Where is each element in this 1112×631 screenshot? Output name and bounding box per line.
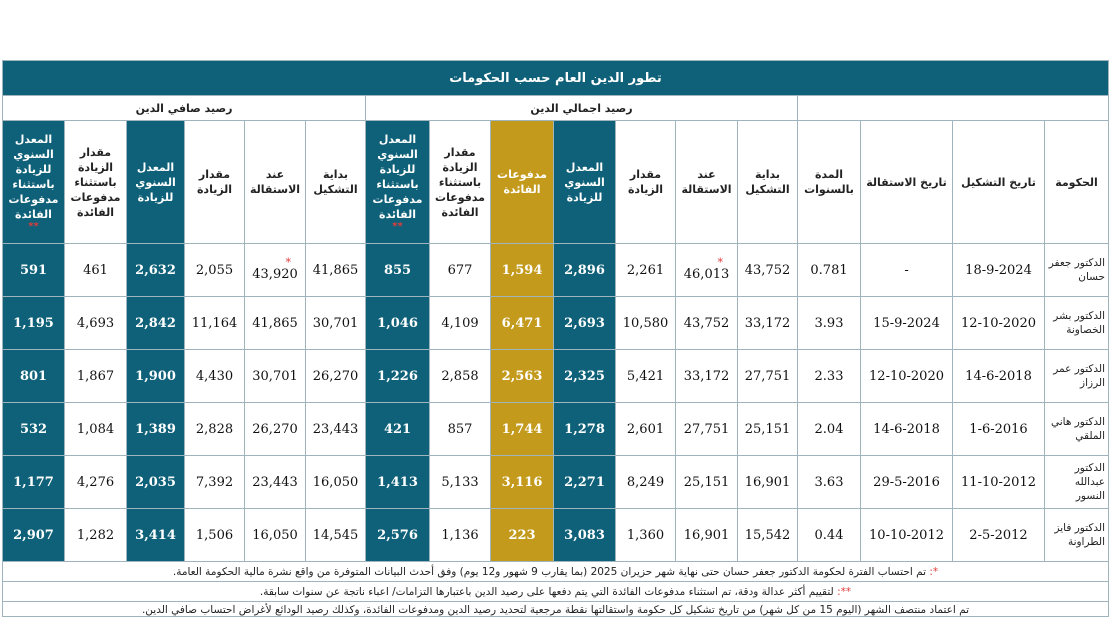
- cell-duration: [798, 350, 861, 403]
- table-row: [3, 297, 1109, 350]
- cell-formation-date: [953, 403, 1045, 456]
- cell-net-increase: [185, 403, 245, 456]
- cell-gross-start: [738, 456, 798, 509]
- cell-gross-increase-ex-interest: [430, 244, 491, 297]
- cell-gross-end-value: 27,751: [683, 421, 730, 437]
- table-row: [3, 509, 1109, 562]
- cell-gross-increase-ex-interest-value: 4,109: [441, 315, 479, 331]
- cell-net-end-value: 23,443: [252, 474, 298, 490]
- cell-net-annual-rate-value: 1,389: [135, 421, 176, 437]
- cell-gross-annual-ex-interest-value: 855: [383, 262, 412, 278]
- cell-interest-paid: [491, 509, 554, 562]
- cell-net-start-value: 41,865: [312, 262, 359, 278]
- cell-gross-annual-rate: [554, 509, 616, 562]
- cell-gross-increase: [616, 350, 676, 403]
- cell-gross-increase-ex-interest: [430, 350, 491, 403]
- cell-net-end-value: 26,270: [252, 421, 298, 437]
- cell-interest-paid-value: 2,563: [501, 368, 543, 384]
- cell-interest-paid: [491, 403, 554, 456]
- cell-gross-start: [738, 350, 798, 403]
- header-gross-end: عند الاستقالة: [676, 121, 738, 244]
- cell-resignation-date: [861, 297, 953, 350]
- cell-gross-start: [738, 509, 798, 562]
- cell-gross-annual-ex-interest: [366, 297, 430, 350]
- header-interest-paid: مدفوعات الفائدة: [491, 121, 554, 244]
- cell-gross-end-value: 46,013: [683, 266, 730, 282]
- cell-formation-date: [953, 297, 1045, 350]
- cell-gross-annual-rate: [554, 297, 616, 350]
- cell-government: [1045, 244, 1109, 297]
- cell-net-annual-ex-interest: [3, 244, 65, 297]
- cell-gross-end: [676, 244, 738, 297]
- cell-net-annual-rate-value: 2,632: [135, 262, 176, 278]
- cell-net-annual-ex-interest: [3, 509, 65, 562]
- cell-gross-increase: [616, 297, 676, 350]
- cell-gross-increase-value: 8,249: [626, 474, 665, 490]
- cell-gross-increase-ex-interest: [430, 456, 491, 509]
- table-row: [3, 456, 1109, 509]
- cell-net-increase-ex-interest-value: 461: [83, 262, 108, 278]
- group-gross-debt: رصيد اجمالي الدين: [366, 96, 798, 121]
- header-government: الحكومة: [1045, 121, 1109, 244]
- cell-gross-increase-value: 10,580: [622, 315, 669, 331]
- footnote-2: [3, 582, 1109, 602]
- cell-gross-annual-ex-interest-value: 1,226: [377, 368, 418, 384]
- cell-gross-annual-ex-interest-value: 421: [383, 421, 412, 437]
- cell-gross-end: [676, 297, 738, 350]
- cell-gross-start: [738, 244, 798, 297]
- cell-gross-increase: [616, 509, 676, 562]
- cell-formation-date: [953, 456, 1045, 509]
- cell-net-annual-ex-interest-value: 2,907: [13, 527, 54, 543]
- cell-net-end-value: 30,701: [252, 368, 298, 384]
- cell-interest-paid: [491, 350, 554, 403]
- cell-net-annual-rate-value: 1,900: [135, 368, 176, 384]
- table-row: [3, 403, 1109, 456]
- cell-formation-date-value: 2-5-2012: [969, 527, 1028, 543]
- cell-net-start-value: 26,270: [312, 368, 359, 384]
- header-net-start: بداية التشكيل: [306, 121, 366, 244]
- cell-net-increase-value: 4,430: [195, 368, 234, 384]
- cell-net-annual-ex-interest-value: 801: [19, 368, 48, 384]
- cell-resignation-date: [861, 403, 953, 456]
- cell-gross-start-value: 25,151: [744, 421, 791, 437]
- cell-gross-end: [676, 350, 738, 403]
- footnote-text: لتقييم أكثر عدالة ودقة، تم استثناء مدفوعات الفائدة التي يتم دفعها على رصيد الدين باعتبارها التزامات/ اعباء ناتجة عن سنوات سابقة.: [259, 585, 834, 598]
- header-formation-date: تاريخ التشكيل: [953, 121, 1045, 244]
- header-duration: المدة بالسنوات: [798, 121, 861, 244]
- cell-government-value: الدكتور هاني الملقي: [1050, 416, 1106, 442]
- cell-gross-annual-ex-interest: [366, 244, 430, 297]
- cell-net-annual-rate: [127, 350, 185, 403]
- cell-government: [1045, 403, 1109, 456]
- blank-group-cell: [798, 96, 1109, 121]
- cell-net-increase-ex-interest-value: 1,282: [76, 527, 115, 543]
- cell-net-increase-ex-interest-value: 4,693: [76, 315, 115, 331]
- header-net-end: عند الاستقالة: [245, 121, 306, 244]
- public-debt-table: [2, 60, 1109, 617]
- cell-net-annual-ex-interest: [3, 403, 65, 456]
- cell-net-end: [245, 350, 306, 403]
- cell-net-annual-rate-value: 2,035: [135, 474, 176, 490]
- cell-gross-annual-ex-interest-value: 1,413: [377, 474, 418, 490]
- cell-duration: [798, 456, 861, 509]
- cell-net-annual-rate: [127, 456, 185, 509]
- cell-net-increase-value: 2,828: [195, 421, 234, 437]
- cell-net-start-value: 23,443: [312, 421, 359, 437]
- cell-net-annual-rate: [127, 244, 185, 297]
- cell-net-increase-ex-interest: [65, 244, 127, 297]
- cell-gross-increase-ex-interest: [430, 403, 491, 456]
- cell-net-increase: [185, 350, 245, 403]
- cell-resignation-date-value: 12-10-2020: [869, 368, 944, 384]
- cell-net-increase-ex-interest: [65, 297, 127, 350]
- cell-gross-start-value: 33,172: [744, 315, 791, 331]
- debt-table-container: [2, 60, 1108, 617]
- cell-gross-annual-ex-interest-value: 2,576: [377, 527, 418, 543]
- cell-net-increase-value: 7,392: [195, 474, 234, 490]
- cell-gross-increase: [616, 244, 676, 297]
- cell-government-value: الدكتور جعفر حسان: [1048, 257, 1106, 283]
- cell-gross-start-value: 27,751: [744, 368, 791, 384]
- cell-gross-annual-rate-value: 2,693: [564, 315, 605, 331]
- cell-gross-annual-ex-interest: [366, 350, 430, 403]
- cell-net-increase: [185, 456, 245, 509]
- cell-net-end: [245, 403, 306, 456]
- footnote-mark: **:: [837, 585, 852, 598]
- group-net-debt: رصيد صافي الدين: [3, 96, 366, 121]
- cell-interest-paid-value: 1,744: [501, 421, 543, 437]
- cell-net-increase-ex-interest: [65, 509, 127, 562]
- cell-gross-annual-rate-value: 2,325: [564, 368, 605, 384]
- cell-resignation-date: [861, 456, 953, 509]
- cell-formation-date-value: 12-10-2020: [961, 315, 1036, 331]
- cell-resignation-date-value: 10-10-2012: [869, 527, 944, 543]
- cell-resignation-date-value: -: [904, 262, 909, 278]
- cell-net-annual-rate-value: 3,414: [135, 527, 176, 543]
- cell-net-end: [245, 456, 306, 509]
- cell-gross-end-value: 33,172: [683, 368, 730, 384]
- cell-net-increase: [185, 509, 245, 562]
- cell-formation-date: [953, 244, 1045, 297]
- cell-government: [1045, 297, 1109, 350]
- cell-gross-end: [676, 509, 738, 562]
- cell-net-end-value: 16,050: [252, 527, 298, 543]
- cell-duration-value: 3.63: [814, 474, 844, 490]
- cell-gross-end-value: 43,752: [683, 315, 730, 331]
- cell-net-end: [245, 509, 306, 562]
- table-title: تطور الدين العام حسب الحكومات: [3, 61, 1109, 96]
- cell-gross-annual-rate: [554, 244, 616, 297]
- cell-net-increase-value: 2,055: [195, 262, 234, 278]
- cell-net-start: [306, 297, 366, 350]
- cell-net-annual-ex-interest: [3, 350, 65, 403]
- cell-net-increase-value: 11,164: [191, 315, 238, 331]
- cell-gross-increase-ex-interest-value: 2,858: [441, 368, 479, 384]
- cell-gross-start-value: 16,901: [744, 474, 791, 490]
- cell-government-value: الدكتور بشر الخصاونة: [1053, 310, 1106, 336]
- cell-formation-date: [953, 509, 1045, 562]
- cell-net-annual-ex-interest: [3, 456, 65, 509]
- cell-duration: [798, 509, 861, 562]
- cell-net-start: [306, 403, 366, 456]
- header-net-increase-ex-interest: مقدار الزيادة باستثناء مدفوعات الفائدة: [65, 121, 127, 244]
- table-row: [3, 350, 1109, 403]
- cell-net-start-value: 30,701: [312, 315, 359, 331]
- double-star-marker: **: [28, 221, 39, 232]
- cell-duration-value: 2.04: [814, 421, 844, 437]
- cell-duration: [798, 244, 861, 297]
- cell-gross-increase-value: 1,360: [626, 527, 665, 543]
- cell-gross-start-value: 43,752: [744, 262, 791, 278]
- cell-net-end-value: 43,920: [252, 266, 298, 282]
- cell-gross-increase-value: 5,421: [626, 368, 665, 384]
- cell-gross-increase-ex-interest-value: 857: [447, 421, 473, 437]
- cell-duration: [798, 297, 861, 350]
- double-star-marker: **: [392, 221, 403, 232]
- cell-net-start: [306, 244, 366, 297]
- cell-net-increase-ex-interest-value: 1,867: [76, 368, 115, 384]
- cell-government-value: الدكتور عمر الرزاز: [1053, 363, 1106, 389]
- cell-government-value: الدكتور فايز الطراونة: [1054, 522, 1106, 548]
- cell-gross-annual-rate-value: 2,896: [564, 262, 605, 278]
- cell-government: [1045, 350, 1109, 403]
- cell-net-annual-rate-value: 2,842: [135, 315, 176, 331]
- cell-interest-paid-value: 223: [508, 527, 536, 543]
- cell-net-start: [306, 456, 366, 509]
- cell-duration-value: 0.44: [814, 527, 844, 543]
- cell-gross-annual-ex-interest-value: 1,046: [377, 315, 418, 331]
- cell-net-increase-ex-interest-value: 1,084: [76, 421, 115, 437]
- footnote-text: تم احتساب الفترة لحكومة الدكتور جعفر حسان حتى نهاية شهر حزيران 2025 (بما يقارب 9 شهور و12 يوم) وفق أحدث البيانات المتوفرة من واقع نشرة مالية الحكومة العامة.: [172, 565, 926, 578]
- cell-gross-increase: [616, 456, 676, 509]
- asterisk-marker: *: [285, 255, 292, 269]
- cell-interest-paid: [491, 244, 554, 297]
- footnote-mark: *:: [929, 565, 939, 578]
- cell-net-increase-value: 1,506: [195, 527, 234, 543]
- cell-gross-annual-ex-interest: [366, 509, 430, 562]
- cell-gross-annual-rate-value: 1,278: [564, 421, 605, 437]
- cell-gross-start-value: 15,542: [744, 527, 791, 543]
- cell-gross-start: [738, 403, 798, 456]
- cell-net-increase-ex-interest: [65, 350, 127, 403]
- header-gross-increase-ex-interest: مقدار الزيادة باستثناء مدفوعات الفائدة: [430, 121, 491, 244]
- cell-formation-date: [953, 350, 1045, 403]
- cell-gross-annual-ex-interest: [366, 456, 430, 509]
- cell-duration-value: 2.33: [814, 368, 844, 384]
- cell-gross-increase-ex-interest-value: 1,136: [441, 527, 479, 543]
- cell-gross-increase: [616, 403, 676, 456]
- cell-interest-paid-value: 1,594: [501, 262, 543, 278]
- header-net-annual-rate: المعدل السنوي للزيادة: [127, 121, 185, 244]
- header-gross-start: بداية التشكيل: [738, 121, 798, 244]
- cell-net-end-value: 41,865: [252, 315, 298, 331]
- header-gross-annual-ex-interest: [366, 121, 430, 244]
- cell-gross-increase-value: 2,261: [626, 262, 665, 278]
- cell-gross-increase-ex-interest-value: 5,133: [441, 474, 479, 490]
- cell-net-annual-ex-interest-value: 591: [19, 262, 48, 278]
- cell-net-annual-ex-interest-value: 1,177: [13, 474, 54, 490]
- cell-gross-annual-rate-value: 2,271: [564, 474, 605, 490]
- cell-gross-annual-rate: [554, 456, 616, 509]
- cell-interest-paid-value: 6,471: [501, 315, 543, 331]
- cell-government: [1045, 456, 1109, 509]
- cell-net-end: [245, 244, 306, 297]
- cell-gross-increase-ex-interest: [430, 297, 491, 350]
- cell-net-increase-ex-interest: [65, 456, 127, 509]
- cell-net-annual-ex-interest-value: 532: [19, 421, 48, 437]
- cell-gross-end: [676, 403, 738, 456]
- cell-net-start-value: 16,050: [312, 474, 359, 490]
- cell-resignation-date: [861, 244, 953, 297]
- cell-duration-value: 3.93: [814, 315, 844, 331]
- cell-government-value: الدكتور عبدالله النسور: [1074, 462, 1106, 502]
- cell-gross-annual-ex-interest: [366, 403, 430, 456]
- cell-duration: [798, 403, 861, 456]
- cell-net-start: [306, 509, 366, 562]
- cell-gross-annual-rate: [554, 350, 616, 403]
- cell-government: [1045, 509, 1109, 562]
- cell-resignation-date-value: 14-6-2018: [873, 421, 940, 437]
- cell-formation-date-value: 14-6-2018: [965, 368, 1032, 384]
- table-row: [3, 244, 1109, 297]
- footnote-1: [3, 562, 1109, 582]
- cell-gross-end-value: 16,901: [683, 527, 730, 543]
- footnote-3: [3, 602, 1109, 617]
- cell-gross-increase-ex-interest: [430, 509, 491, 562]
- cell-net-increase-ex-interest: [65, 403, 127, 456]
- cell-gross-increase-value: 2,601: [626, 421, 665, 437]
- cell-resignation-date: [861, 509, 953, 562]
- cell-gross-start: [738, 297, 798, 350]
- cell-formation-date-value: 11-10-2012: [961, 474, 1036, 490]
- cell-net-annual-rate: [127, 403, 185, 456]
- cell-gross-annual-rate: [554, 403, 616, 456]
- cell-net-annual-rate: [127, 297, 185, 350]
- cell-resignation-date-value: 15-9-2024: [873, 315, 940, 331]
- cell-gross-end-value: 25,151: [683, 474, 730, 490]
- footnote-text: تم اعتماد منتصف الشهر (اليوم 15 من كل شهر) من تاريخ تشكيل كل حكومة واستقالتها نقطة مرجعية لتحديد رصيد الدين ومدفوعات الفائدة، وكذلك رصيد الودائع لأغراض احتساب صافي الدين.: [141, 604, 970, 616]
- cell-net-increase: [185, 244, 245, 297]
- cell-net-increase-ex-interest-value: 4,276: [76, 474, 115, 490]
- cell-net-start: [306, 350, 366, 403]
- header-gross-increase: مقدار الزيادة: [616, 121, 676, 244]
- cell-formation-date-value: 1-6-2016: [969, 421, 1028, 437]
- header-net-increase: مقدار الزيادة: [185, 121, 245, 244]
- cell-interest-paid: [491, 456, 554, 509]
- cell-duration-value: 0.781: [810, 262, 848, 278]
- cell-formation-date-value: 18-9-2024: [965, 262, 1032, 278]
- header-gross-annual-rate: المعدل السنوي للزيادة: [554, 121, 616, 244]
- header-resignation-date: تاريخ الاستقالة: [861, 121, 953, 244]
- cell-interest-paid: [491, 297, 554, 350]
- cell-gross-increase-ex-interest-value: 677: [447, 262, 473, 278]
- cell-resignation-date-value: 29-5-2016: [873, 474, 940, 490]
- header-gross-annual-ex-label: المعدل السنوي للزيادة باستثناء مدفوعات الفائدة: [372, 133, 423, 221]
- header-net-annual-ex-label: المعدل السنوي للزيادة باستثناء مدفوعات الفائدة: [8, 133, 59, 221]
- cell-gross-annual-rate-value: 3,083: [564, 527, 605, 543]
- cell-net-annual-ex-interest: [3, 297, 65, 350]
- asterisk-marker: *: [717, 255, 724, 269]
- cell-interest-paid-value: 3,116: [501, 474, 543, 490]
- cell-net-end: [245, 297, 306, 350]
- header-net-annual-ex-interest: [3, 121, 65, 244]
- cell-gross-end: [676, 456, 738, 509]
- cell-resignation-date: [861, 350, 953, 403]
- cell-net-annual-rate: [127, 509, 185, 562]
- cell-net-increase: [185, 297, 245, 350]
- cell-net-start-value: 14,545: [312, 527, 359, 543]
- cell-net-annual-ex-interest-value: 1,195: [13, 315, 54, 331]
